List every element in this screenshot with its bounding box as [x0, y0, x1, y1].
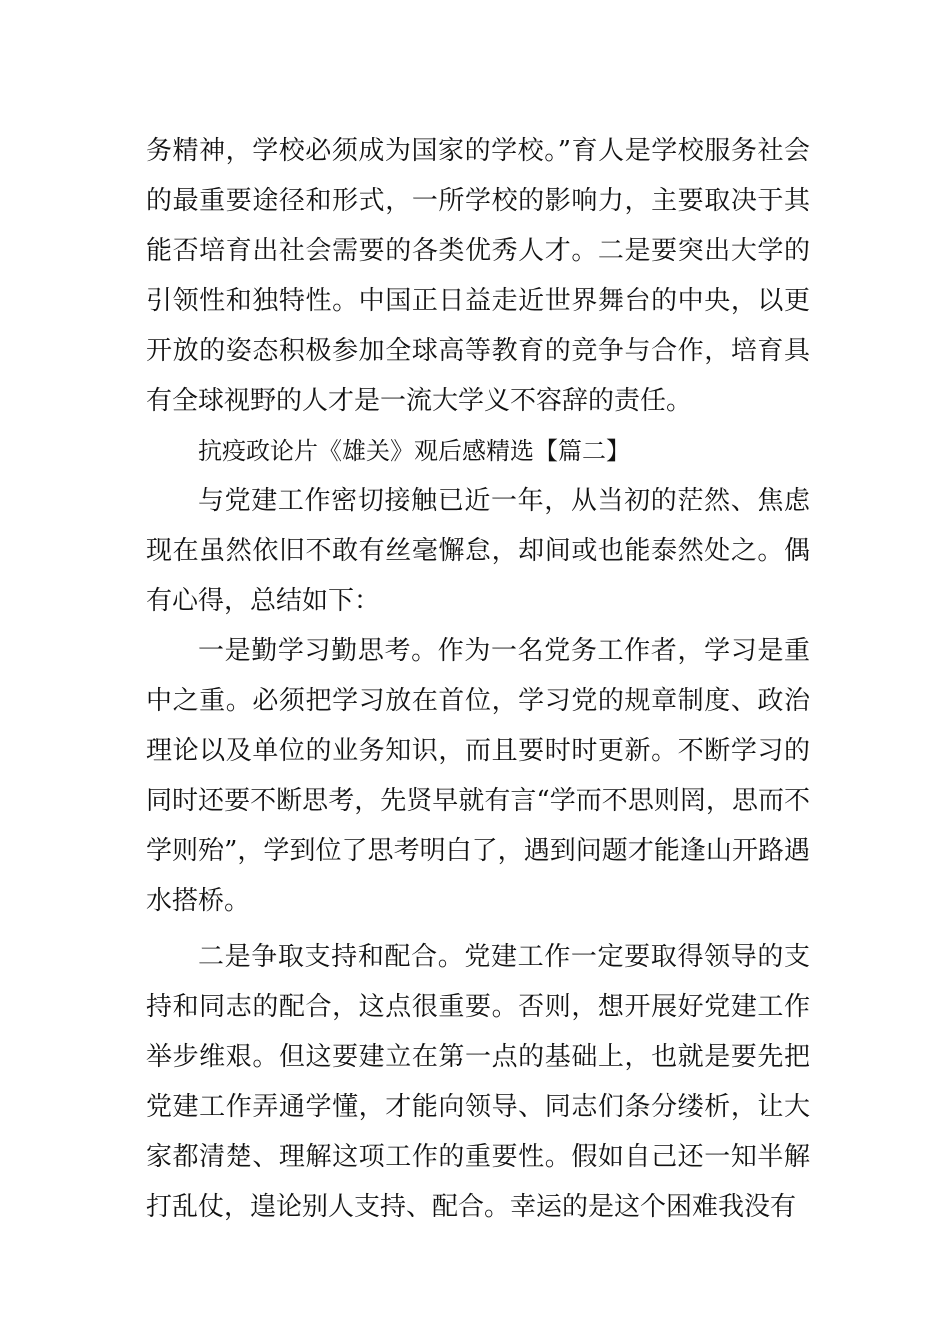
- paragraph-intro: 与党建工作密切接触已近一年，从当初的茫然、焦虑现在虽然依旧不敢有丝毫懈怠，却间或也能泰然处之。偶有心得，总结如下：: [146, 486, 810, 616]
- paragraph-point-one: 一是勤学习勤思考。作为一名党务工作者，学习是重中之重。必须把学习放在首位，学习党的规章制度、政治理论以及单位的业务知识，而且要时时更新。不断学习的同时还要不断思考，先贤早就有言“学而不思则罔，思而不学则殆”，学到位了思考明白了，遇到问题才能逢山开路遇水搭桥。: [146, 636, 810, 916]
- text-column: [146, 126, 810, 1232]
- section-heading: 抗疫政论片《雄关》观后感精选【篇二】: [198, 437, 630, 465]
- paragraph-point-two: 二是争取支持和配合。党建工作一定要取得领导的支持和同志的配合，这点很重要。否则，想开展好党建工作举步维艰。但这要建立在第一点的基础上，也就是要先把党建工作弄通学懂，才能向领导、同志们条分缕析，让大家都清楚、理解这项工作的重要性。假如自己还一知半解打乱仗，遑论别人支持、配合。幸运的是这个困难我没有: [146, 942, 810, 1222]
- paragraph-continuation: 务精神，学校必须成为国家的学校。”育人是学校服务社会的最重要途径和形式，一所学校的影响力，主要取决于其能否培育出社会需要的各类优秀人才。二是要突出大学的引领性和独特性。中国正日益走近世界舞台的中央，以更开放的姿态积极参加全球高等教育的竞争与合作，培育具有全球视野的人才是一流大学义不容辞的责任。: [146, 136, 810, 416]
